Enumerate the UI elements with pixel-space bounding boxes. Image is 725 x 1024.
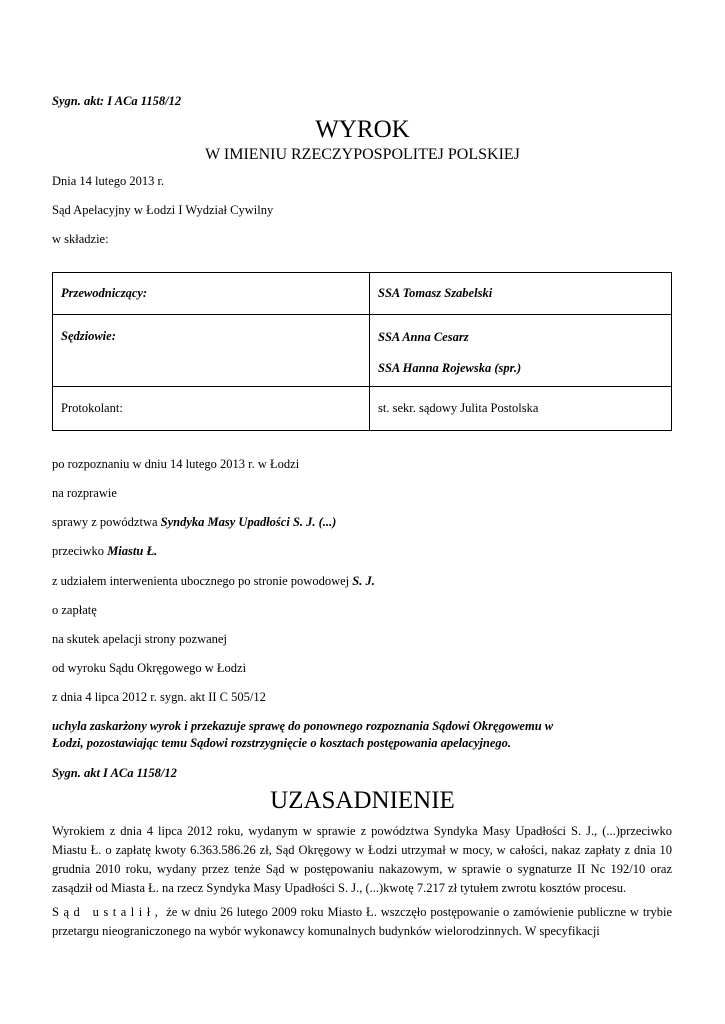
verdict-title: WYROK (315, 116, 410, 143)
justification-paragraph (52, 903, 672, 941)
plaintiff-prefix: sprawy z powództwa (52, 515, 161, 529)
justification-title: UZASADNIENIE (270, 787, 455, 814)
panel-role: Przewodniczący: (53, 273, 370, 315)
panel-name: SSA Tomasz Szabelski (370, 273, 672, 315)
case-signature-bottom: Sygn. akt I ACa 1158/12 (52, 766, 177, 780)
intervener-name: S. J. (352, 574, 375, 588)
body-line: na rozprawie (52, 486, 117, 500)
paragraph-rest: że w dniu 26 lutego 2009 roku Miasto Ł. wszczęło postępowanie o zamówienie publiczne w trybie przetargu nieograniczonego na wybór wykonawcy komunalnych budynków wielorodzinnych. W specyfikacji (52, 905, 672, 938)
table-row (53, 315, 672, 387)
body-line-defendant (52, 543, 157, 559)
panel-name: SSA Hanna Rojewska (spr.) (378, 361, 522, 375)
body-line: od wyroku Sądu Okręgowego w Łodzi (52, 661, 247, 675)
panel-role: Protokolant: (53, 387, 370, 431)
panel-names (370, 315, 672, 387)
intervener-prefix: z udziałem interwenienta ubocznego po stronie powodowej (52, 574, 353, 588)
body-line: po rozpoznaniu w dniu 14 lutego 2013 r. w Łodzi (52, 457, 300, 471)
spaced-phrase: Sąd ustalił, (52, 905, 163, 919)
justification-paragraph: Wyrokiem z dnia 4 lipca 2012 roku, wydanym w sprawie z powództwa Syndyka Masy Upadłości S. J., (...)przeciwko Miastu Ł. o zapłatę kwoty 6.363.586.26 zł, Sąd Okręgowy w Łodzi utrzymał w mocy, w całości, nakaz zapłaty z dnia 10 grudnia 2010 roku, wydany przez tenże Sąd w postępowaniu nakazowym, w sprawie o sygnaturze II Nc 192/10 oraz zasądził od Miasta Ł. na rzecz Syndyka Masy Upadłości S. J., (...)kwotę 7.217 zł tytułem zwrotu kosztów procesu. (52, 824, 672, 895)
panel-name: SSA Anna Cesarz (378, 330, 469, 344)
defendant-prefix: przeciwko (52, 544, 108, 558)
body-line: o zapłatę (52, 603, 97, 617)
panel-name: st. sekr. sądowy Julita Postolska (370, 387, 672, 431)
case-signature-top: Sygn. akt: I ACa 1158/12 (52, 94, 182, 108)
court-panel-table (52, 272, 672, 431)
composition-label: w składzie: (52, 232, 109, 246)
plaintiff-name: Syndyka Masy Upadłości S. J. (...) (160, 515, 337, 529)
verdict-date: Dnia 14 lutego 2013 r. (52, 174, 165, 188)
table-row (53, 273, 672, 315)
body-line-plaintiff (52, 514, 336, 530)
panel-role: Sędziowie: (53, 315, 370, 387)
body-line: z dnia 4 lipca 2012 r. sygn. akt II C 505/12 (52, 690, 266, 704)
defendant-name: Miastu Ł. (107, 544, 158, 558)
body-line: na skutek apelacji strony pozwanej (52, 632, 227, 646)
verdict-line: Łodzi, pozostawiając temu Sądowi rozstrzygnięcie o kosztach postępowania apelacyjnego. (52, 736, 512, 750)
verdict-subtitle: W IMIENIU RZECZYPOSPOLITEJ POLSKIEJ (205, 146, 520, 163)
body-line-intervener (52, 573, 375, 589)
verdict-line: uchyla zaskarżony wyrok i przekazuje sprawę do ponownego rozpoznania Sądowi Okręgowemu w (52, 719, 554, 733)
court-name: Sąd Apelacyjny w Łodzi I Wydział Cywilny (52, 203, 274, 217)
table-row (53, 387, 672, 431)
